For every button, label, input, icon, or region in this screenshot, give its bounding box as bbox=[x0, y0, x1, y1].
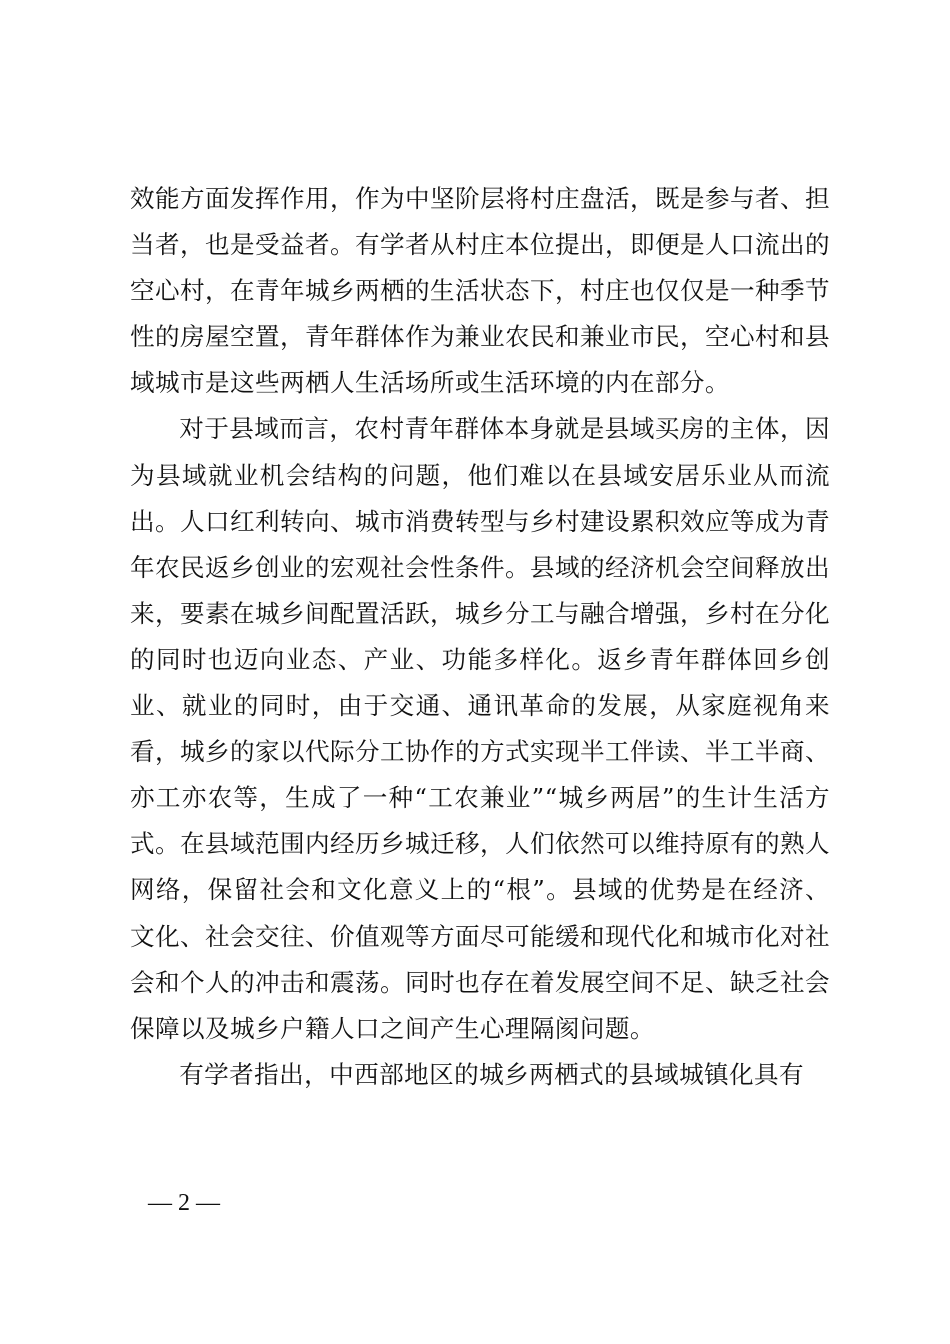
page-number: — 2 — bbox=[148, 1190, 220, 1216]
body-text bbox=[130, 176, 830, 1098]
paragraph-scholars-point: 有学者指出，中西部地区的城乡两栖式的县域城镇化具有 bbox=[179, 1059, 805, 1089]
paragraph-county-youth: 对于县域而言，农村青年群体本身就是县域买房的主体，因为县域就业机会结构的问题，他们难以在县域安居乐业从而流出。人口红利转向、城市消费转型与乡村建设累积效应等成为青年农民返乡创业的宏观社会性条件。县域的经济机会空间释放出来，要素在城乡间配置活跃，城乡分工与融合增强，乡村在分化的同时也迈向业态、产业、功能多样化。返乡青年群体回乡创业、就业的同时，由于交通、通讯革命的发展，从家庭视角来看，城乡的家以代际分工协作的方式实现半工伴读、半工半商、亦工亦农等，生成了一种“工农兼业”“城乡两居”的生计生活方式。在县域范围内经历乡城迁移，人们依然可以维持原有的熟人网络，保留社会和文化意义上的“根”。县域的优势是在经济、文化、社会交往、价值观等方面尽可能缓和现代化和城市化对社会和个人的冲击和震荡。同时也存在着发展空间不足、缺乏社会保障以及城乡户籍人口之间产生心理隔阂问题。 bbox=[130, 414, 830, 1043]
paragraph-continuation: 效能方面发挥作用，作为中坚阶层将村庄盘活，既是参与者、担当者，也是受益者。有学者从村庄本位提出，即便是人口流出的空心村，在青年城乡两栖的生活状态下，村庄也仅仅是一种季节性的房屋空置，青年群体作为兼业农民和兼业市民，空心村和县域城市是这些两栖人生活场所或生活环境的内在部分。 bbox=[130, 184, 830, 398]
